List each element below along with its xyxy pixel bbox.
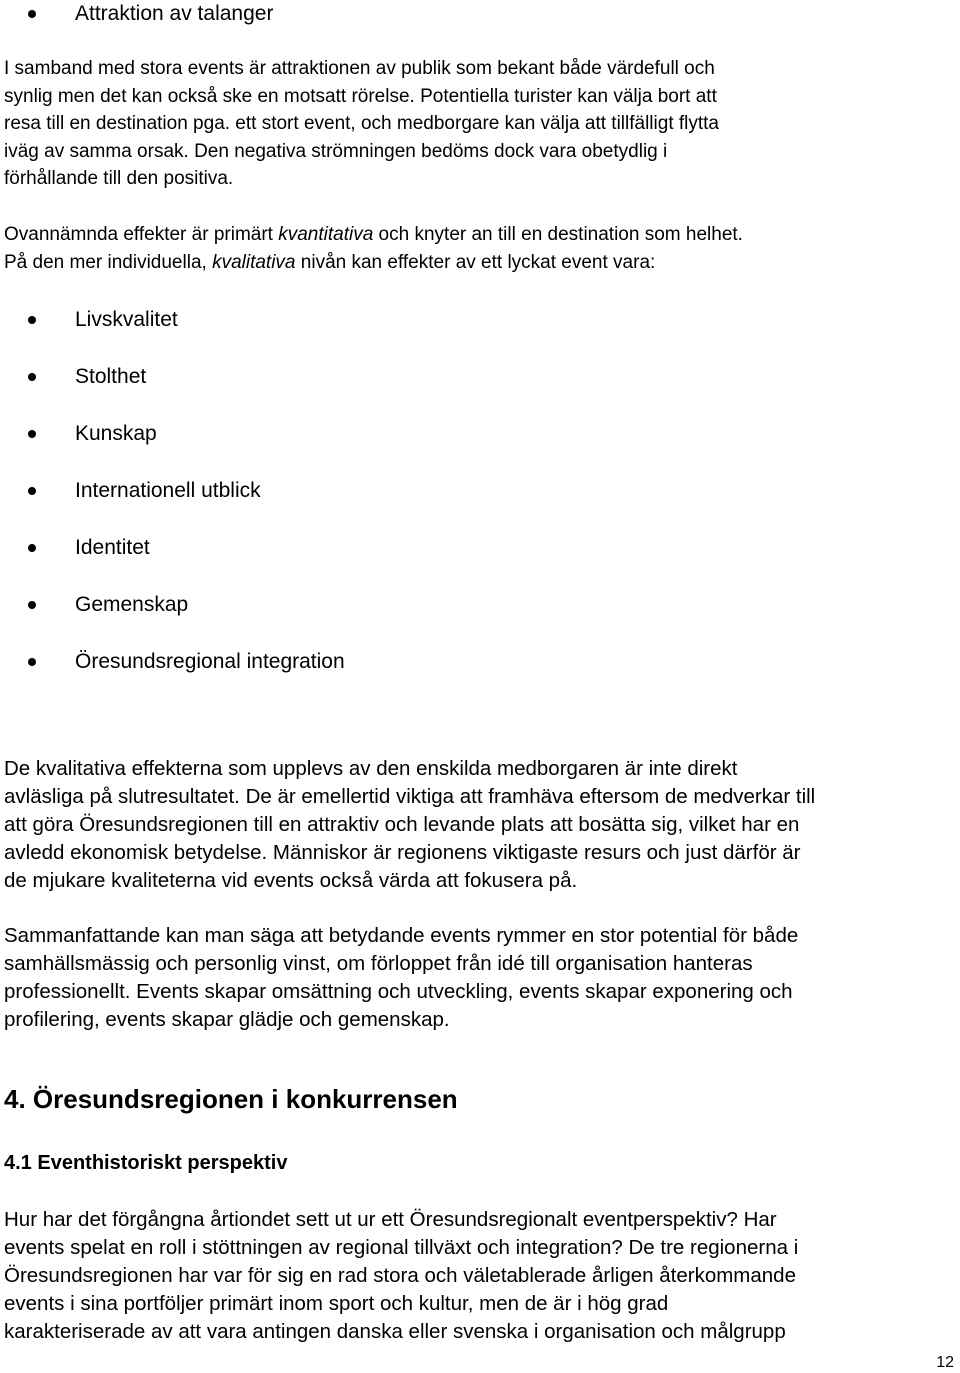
paragraph-effects-intro <box>4 221 960 276</box>
paragraph-summary <box>4 922 960 1034</box>
text-line: avledd ekonomisk betydelse. Människor är regionens viktigaste resurs och just därför är <box>4 841 801 864</box>
bullet-dot-icon <box>28 430 36 438</box>
bullet-dot-icon <box>28 601 36 609</box>
bullet-dot-icon <box>28 487 36 495</box>
text-line: synlig men det kan också ske en motsatt rörelse. Potentiella turister kan välja bort att <box>4 85 717 107</box>
list-item-text: Kunskap <box>75 422 157 445</box>
list-item-text: Livskvalitet <box>75 308 178 331</box>
text-line: samhällsmässig och personlig vinst, om förloppet från idé till organisation hanteras <box>4 952 753 975</box>
text-line: iväg av samma orsak. Den negativa strömningen bedöms dock vara obetydlig i <box>4 140 668 162</box>
text-run: nivån kan effekter av ett lyckat event vara: <box>295 251 656 273</box>
bullet-dot-icon <box>28 544 36 552</box>
list-item-text: Gemenskap <box>75 593 189 616</box>
bullet-dot-icon <box>28 10 36 18</box>
section-heading: 4. Öresundsregionen i konkurrensen <box>4 1084 458 1114</box>
bullet-dot-icon <box>28 373 36 381</box>
emphasis-qualitative: kvalitativa <box>212 251 296 273</box>
paragraph-audience-attraction <box>4 55 960 193</box>
list-item-text: Öresundsregional integration <box>75 650 345 673</box>
text-line: I samband med stora events är attraktionen av publik som bekant både värdefull och <box>4 58 715 79</box>
paragraph-qualitative-effects <box>4 755 960 895</box>
list-item-text: Identitet <box>75 536 150 559</box>
text-line: resa till en destination pga. ett stort event, och medborgare kan välja att tillfälligt flytta <box>4 113 719 134</box>
text-line: professionellt. Events skapar omsättning och utveckling, events skapar exponering och <box>4 980 793 1003</box>
text-run: Ovannämnda effekter är primärt <box>4 224 279 245</box>
text-line: Sammanfattande kan man säga att betydande events rymmer en stor potential för både <box>4 924 799 947</box>
emphasis-quantitative: kvantitativa <box>278 224 374 245</box>
subsection-heading: 4.1 Eventhistoriskt perspektiv <box>4 1152 288 1174</box>
text-run: och knyter an till en destination som helhet. <box>373 224 743 245</box>
text-run: På den mer individuella, <box>4 251 213 273</box>
text-line <box>4 221 960 249</box>
list-item-text: Internationell utblick <box>75 479 261 502</box>
page-number: 12 <box>936 1354 954 1371</box>
bullet-dot-icon <box>28 316 36 324</box>
text-line: Hur har det förgångna årtiondet sett ut ur ett Öresundsregionalt eventperspektiv? Har <box>4 1208 777 1231</box>
text-line: karakteriserade av att vara antingen danska eller svenska i organisation och målgrupp <box>4 1320 786 1343</box>
list-item-text: Stolthet <box>75 365 147 388</box>
text-line: avläsliga på slutresultatet. De är emellertid viktiga att framhäva eftersom de medverkar till <box>4 785 816 808</box>
text-line: profilering, events skapar glädje och gemenskap. <box>4 1008 450 1031</box>
text-line <box>4 249 960 277</box>
bullet-text: Attraktion av talanger <box>75 2 274 25</box>
text-line: Öresundsregionen har var för sig en rad stora och väletablerade årligen återkommande <box>4 1264 796 1287</box>
bullet-dot-icon <box>28 658 36 666</box>
text-line: De kvalitativa effekterna som upplevs av den enskilda medborgaren är inte direkt <box>4 757 738 780</box>
text-line: events i sina portföljer primärt inom sport och kultur, men de är i hög grad <box>4 1292 669 1315</box>
paragraph-event-history <box>4 1206 960 1346</box>
text-line: events spelat en roll i stöttningen av regional tillväxt och integration? De tre regionerna i <box>4 1236 799 1259</box>
text-line: förhållande till den positiva. <box>4 168 234 189</box>
text-line: att göra Öresundsregionen till en attraktiv och levande plats att bosätta sig, vilket har en <box>4 813 800 836</box>
text-line: de mjukare kvaliteterna vid events också värda att fokusera på. <box>4 869 578 892</box>
